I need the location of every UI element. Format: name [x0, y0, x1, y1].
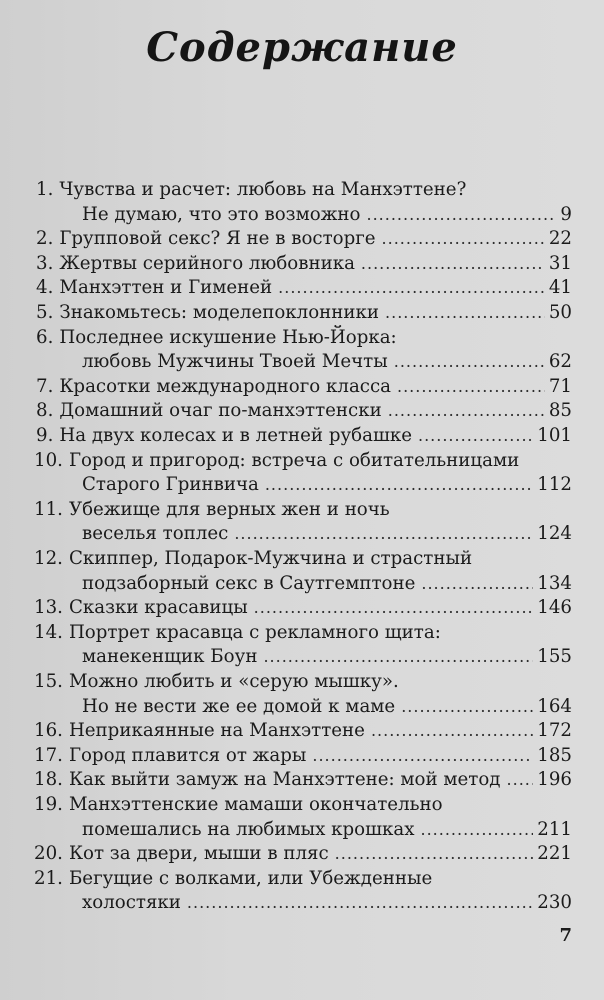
dot-leader [418, 424, 533, 448]
dot-leader [385, 301, 545, 325]
toc-entry-number: 4. [36, 277, 54, 299]
toc-entry-number: 5. [36, 302, 54, 323]
toc-entry-number: 21. [34, 867, 63, 889]
dot-leader [382, 227, 545, 251]
dot-leader [361, 252, 545, 276]
toc-entry-number: 3. [36, 252, 54, 274]
toc-entry-title: подзаборный секс в Саутгемптоне [82, 572, 416, 594]
toc-entry-number: 19. [34, 794, 63, 815]
toc-line [36, 424, 572, 448]
toc-entry-page: 50 [548, 302, 572, 323]
toc-entry-title: Портрет красавца с рекламного щита: [68, 621, 441, 643]
toc-line [34, 621, 572, 645]
toc-line [82, 818, 572, 842]
toc-line [36, 326, 572, 350]
toc-entry-page: 31 [548, 252, 572, 274]
toc-entry-title: Домашний очаг по-манхэттенски [59, 400, 382, 422]
toc-entry-number: 11. [34, 498, 63, 520]
toc-entry-title: Манхэттен и Гименей [59, 277, 273, 299]
toc-line [36, 178, 572, 202]
toc-entry-number: 9. [36, 425, 54, 446]
toc-entry-number: 10. [34, 449, 63, 471]
toc-entry-title: Последнее искушение Нью-Йорка: [59, 326, 397, 348]
toc-entry-title: Сказки красавицы [68, 597, 248, 619]
toc-entry-page: 22 [548, 228, 572, 250]
toc-entry-title: Но не вести же ее домой к маме [82, 695, 396, 717]
toc-line [34, 498, 572, 522]
toc-entry-title: Город и пригород: встреча с обитательницами [68, 449, 520, 471]
toc-entry-page: 85 [548, 400, 572, 422]
toc-line [82, 203, 572, 227]
toc-entry-title: Манхэттенские мамаши окончательно [68, 794, 443, 815]
toc-entry-title: Город плавится от жары [68, 744, 307, 766]
toc-line [34, 793, 572, 817]
toc-entry-number: 2. [36, 228, 54, 250]
toc-entry-title: любовь Мужчины Твоей Мечты [82, 351, 388, 373]
toc-entry-page: 71 [548, 375, 572, 397]
dot-leader [421, 572, 533, 596]
dot-leader [401, 695, 533, 719]
toc-entry-number: 13. [34, 597, 63, 619]
dot-leader [388, 399, 545, 423]
toc-line [82, 695, 572, 719]
toc-entry-title: Не думаю, что это возможно [82, 203, 361, 225]
dot-leader [507, 768, 534, 792]
dot-leader [335, 842, 534, 866]
toc-entry-page: 230 [537, 892, 572, 914]
dot-leader [397, 375, 545, 399]
toc-entry-number: 8. [36, 400, 54, 422]
toc-line [36, 301, 572, 325]
toc-line [34, 449, 572, 473]
toc-entry-title: веселья топлес [82, 523, 229, 545]
toc-entry-number: 1. [36, 179, 54, 200]
toc-entry-number: 7. [36, 375, 54, 397]
toc-entry-title: помешались на любимых крошках [82, 818, 415, 840]
toc-line [34, 842, 572, 866]
toc-line [82, 473, 572, 497]
dot-leader [312, 744, 533, 768]
dot-leader [265, 473, 533, 497]
toc-entry-page: 211 [537, 818, 572, 840]
toc-line [34, 670, 572, 694]
toc-line [82, 522, 572, 546]
toc-entry-title: Чувства и расчет: любовь на Манхэттене? [59, 179, 467, 200]
toc-line [82, 891, 572, 915]
toc-line [34, 719, 572, 743]
toc-entry-page: 196 [537, 769, 572, 791]
toc-entry-title: Жертвы серийного любовника [59, 252, 355, 274]
toc-entry-page: 172 [537, 720, 572, 742]
toc-line [36, 227, 572, 251]
toc-entry-title: Как выйти замуж на Манхэттене: мой метод [68, 769, 501, 791]
toc-line [82, 350, 572, 374]
toc-entry-number: 16. [34, 720, 63, 742]
dot-leader [420, 818, 533, 842]
toc-entry-number: 6. [36, 326, 54, 348]
toc-entry-number: 14. [34, 621, 63, 643]
toc-line [36, 276, 572, 300]
toc-entry-title: манекенщик Боун [82, 646, 258, 668]
dot-leader [367, 203, 557, 227]
dot-leader [187, 891, 533, 915]
dot-leader [371, 719, 533, 743]
toc-entry-number: 20. [34, 843, 63, 865]
toc-entry-title: Скиппер, Подарок-Мужчина и страстный [68, 548, 473, 569]
dot-leader [278, 276, 545, 300]
toc-line [34, 596, 572, 620]
toc-entry-page: 9 [560, 203, 572, 225]
toc-entry-number: 17. [34, 744, 63, 766]
toc-entry-title: Можно любить и «серую мышку». [68, 671, 399, 692]
toc-entry-page: 221 [537, 843, 572, 865]
page-number: 7 [559, 925, 572, 946]
toc-entry-title: Старого Гринвича [82, 474, 259, 496]
toc-line [34, 867, 572, 891]
page-title: Содержание [146, 24, 458, 71]
toc-entry-page: 41 [548, 277, 572, 299]
toc-line [34, 744, 572, 768]
toc-entry-title: Знакомьтесь: моделепоклонники [59, 302, 380, 323]
toc-entry-page: 62 [548, 351, 572, 373]
toc-line [36, 252, 572, 276]
toc-entry-number: 18. [34, 769, 63, 791]
toc-line [36, 399, 572, 423]
toc-entry-title: Убежище для верных жен и ночь [68, 498, 390, 520]
toc-line [82, 572, 572, 596]
toc-line [82, 645, 572, 669]
toc-entry-page: 134 [537, 572, 572, 594]
toc-entry-title: Групповой секс? Я не в восторге [59, 228, 376, 250]
dot-leader [263, 645, 533, 669]
toc-entry-page: 164 [537, 695, 572, 717]
toc-entry-title: На двух колесах и в летней рубашке [59, 425, 412, 446]
toc-entry-title: Неприкаянные на Манхэттене [68, 720, 365, 742]
toc-line [34, 547, 572, 571]
toc-entry-title: Бегущие с волками, или Убежденные [68, 867, 433, 889]
toc-entry-page: 146 [537, 597, 572, 619]
toc-entry-page: 124 [537, 523, 572, 545]
toc-entry-page: 101 [537, 425, 572, 446]
toc-entry-number: 15. [34, 671, 63, 692]
dot-leader [254, 596, 534, 620]
toc-entry-title: холостяки [82, 892, 181, 914]
toc-entry-title: Красотки международного класса [59, 375, 391, 397]
dot-leader [394, 350, 545, 374]
toc-entry-page: 185 [537, 744, 572, 766]
toc-entry-title: Кот за двери, мыши в пляс [68, 843, 329, 865]
toc-entry-page: 155 [537, 646, 572, 668]
dot-leader [234, 522, 533, 546]
toc-line [36, 375, 572, 399]
toc-line [34, 768, 572, 792]
toc-entry-page: 112 [537, 474, 572, 496]
toc-entry-number: 12. [34, 548, 63, 569]
